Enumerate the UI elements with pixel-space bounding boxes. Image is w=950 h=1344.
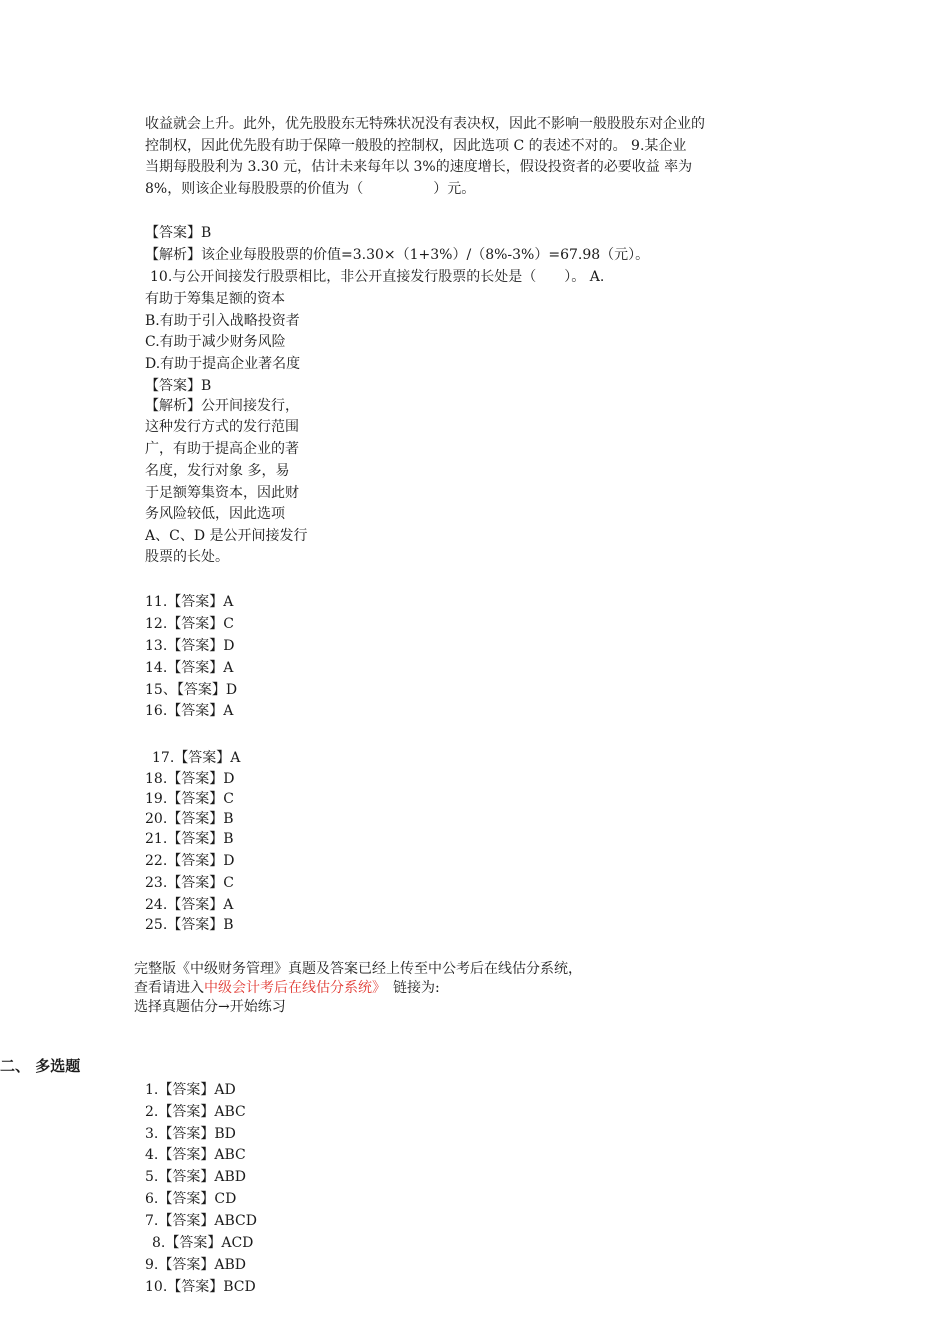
answer-item: 16.【答案】A xyxy=(145,703,234,719)
q10-option-d: D.有助于提高企业著名度 xyxy=(145,356,301,372)
answer-item: 18.【答案】D xyxy=(145,771,235,787)
answer-item: 23.【答案】C xyxy=(145,875,234,891)
paragraph-line-4: 8%，则该企业每股股票的价值为（ ）元。 xyxy=(145,181,476,197)
q10-analysis-line: A、C、D 是公开间接发行 xyxy=(145,528,308,544)
notice-line-1: 完整版《中级财务管理》真题及答案已经上传至中公考后在线估分系统， xyxy=(134,961,582,977)
notice-prefix: 查看请进入 xyxy=(134,980,204,996)
answer-item: 4.【答案】ABC xyxy=(145,1147,246,1163)
answer-item: 22.【答案】D xyxy=(145,853,235,869)
notice-suffix: 链接为: xyxy=(379,980,440,996)
q10-option-a: 有助于筹集足额的资本 xyxy=(145,291,285,307)
q9-analysis: 【解析】该企业每股股票的价值=3.30×（1+3%）/（8%-3%）=67.98（元）。 xyxy=(145,247,650,263)
q10-analysis-line: 务风险较低，因此选项 xyxy=(145,506,285,522)
answer-item: 7.【答案】ABCD xyxy=(145,1213,257,1229)
paragraph-line-3: 当期每股股利为 3.30 元，估计未来每年以 3%的速度增长，假设投资者的必要收益 率为 xyxy=(145,159,693,175)
answer-item: 19.【答案】C xyxy=(145,791,234,807)
answer-item: 20.【答案】B xyxy=(145,811,234,827)
q10-option-c: C.有助于减少财务风险 xyxy=(145,334,286,350)
q10-analysis-line: 于足额筹集资本，因此财 xyxy=(145,485,299,501)
q10-analysis-line: 股票的长处。 xyxy=(145,549,229,565)
answer-item: 11.【答案】A xyxy=(145,594,234,610)
q10-answer: 【答案】B xyxy=(145,378,212,394)
q10-analysis-line: 这种发行方式的发行范围 xyxy=(145,419,299,435)
answer-item: 2.【答案】ABC xyxy=(145,1104,246,1120)
answer-item: 12.【答案】C xyxy=(145,616,234,632)
q10-analysis-line: 【解析】公开间接发行， xyxy=(145,398,299,414)
q10-stem: 10.与公开间接发行股票相比，非公开直接发行股票的长处是（ ）。 A. xyxy=(150,269,605,285)
q10-analysis-line: 广，有助于提高企业的著 xyxy=(145,441,299,457)
answer-item: 25.【答案】B xyxy=(145,917,234,933)
answer-item: 15、【答案】D xyxy=(145,682,238,698)
q10-analysis-line: 名度，发行对象 多，易 xyxy=(145,463,290,479)
answer-item: 14.【答案】A xyxy=(145,660,234,676)
answer-item: 5.【答案】ABD xyxy=(145,1169,246,1185)
section-heading: 二、 多选题 xyxy=(0,1057,81,1075)
answer-item: 1.【答案】AD xyxy=(145,1082,236,1098)
answer-item: 17.【答案】A xyxy=(152,750,241,766)
notice-line-3: 选择真题估分→开始练习 xyxy=(134,999,286,1015)
answer-item: 3.【答案】BD xyxy=(145,1126,236,1142)
answer-item: 8.【答案】ACD xyxy=(152,1235,254,1251)
paragraph-line-2: 控制权，因此优先股有助于保障一般股的控制权，因此选项 C 的表述不对的。 9.某企业 xyxy=(145,138,687,154)
answer-item: 21.【答案】B xyxy=(145,831,234,847)
answer-item: 9.【答案】ABD xyxy=(145,1257,246,1273)
notice-line-2 xyxy=(134,979,440,997)
paragraph-line-1: 收益就会上升。此外，优先股股东无特殊状况没有表决权，因此不影响一般股股东对企业的 xyxy=(145,116,705,132)
online-scoring-link[interactable]: 中级会计考后在线估分系统》 xyxy=(204,980,379,996)
answer-item: 10.【答案】BCD xyxy=(145,1279,256,1295)
answer-item: 6.【答案】CD xyxy=(145,1191,237,1207)
q9-answer: 【答案】B xyxy=(145,225,212,241)
answer-item: 13.【答案】D xyxy=(145,638,235,654)
q10-option-b: B.有助于引入战略投资者 xyxy=(145,313,300,329)
answer-item: 24.【答案】A xyxy=(145,897,234,913)
